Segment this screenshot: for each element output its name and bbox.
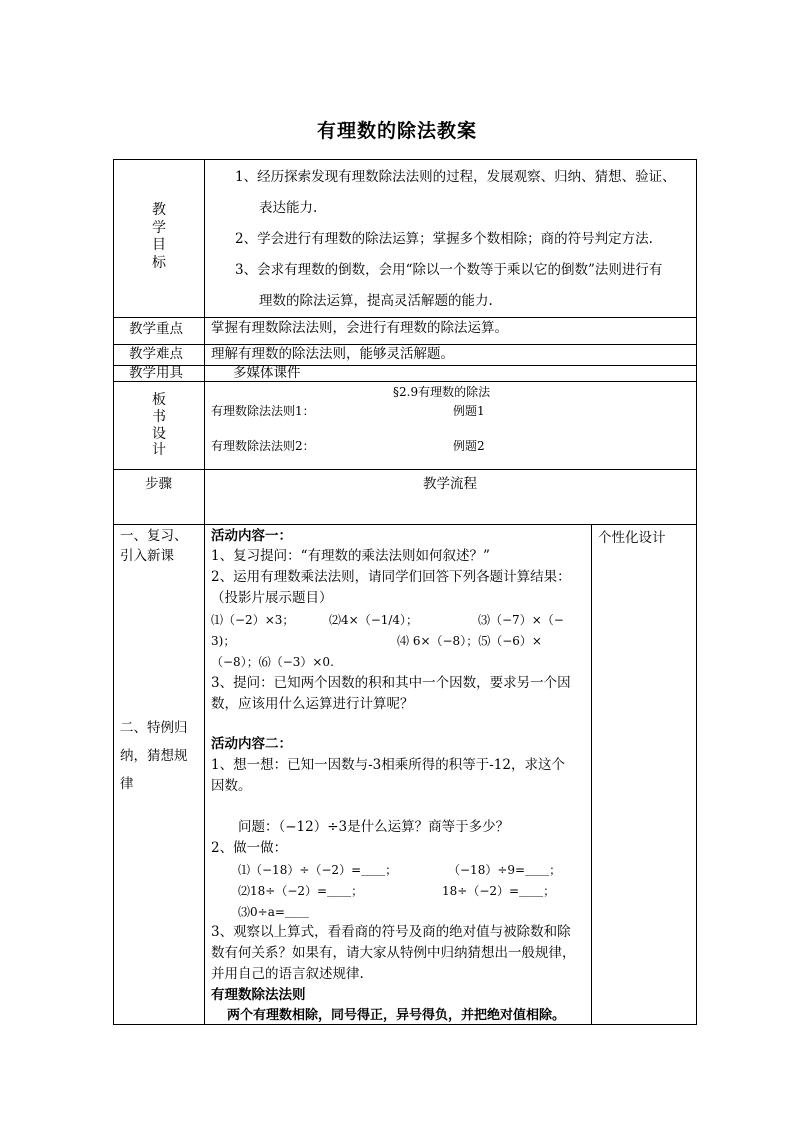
key-point-label: 教学重点 — [129, 321, 183, 337]
row-divider — [114, 469, 696, 470]
difficulty-text: 理解有理数的除法法则，能够灵活解题。 — [211, 346, 454, 362]
row-divider — [114, 365, 696, 366]
board-example-2: 例题2 — [453, 439, 485, 453]
board-rule-1: 有理数除法法则1： — [211, 404, 315, 418]
activity-1-exercise: ⑵4×（−1/4）； — [329, 613, 419, 627]
flow-label: 教学流程 — [423, 476, 477, 492]
tools-label: 教学用具 — [129, 365, 183, 381]
row-divider — [114, 381, 696, 382]
activity-1-exercise: （−8）；⑹（−3）×0. — [211, 655, 334, 669]
step-1-line-2: 引入新课 — [120, 548, 174, 564]
division-rule-text: 两个有理数相除，同号得正，异号得负，并把绝对值相除。 — [227, 1008, 566, 1023]
steps-label: 步骤 — [145, 476, 172, 492]
difficulty-label: 教学难点 — [129, 346, 183, 362]
activity-2-exercise: ⑴（−18）÷（−2）=＿＿； — [238, 863, 398, 877]
step-2-line-2: 纳，猜想规 — [120, 748, 188, 764]
lesson-plan-table — [113, 159, 697, 1025]
activity-2-exercise: 18÷（−2）=＿＿； — [442, 884, 556, 898]
activity-2-exercise: （−18）÷9=＿＿； — [448, 863, 562, 877]
activity-2-line: 3、观察以上算式，看看商的符号及商的绝对值与被除数和除 — [211, 924, 571, 940]
column-divider — [591, 524, 592, 1024]
board-example-1: 例题1 — [453, 404, 485, 418]
activity-1-line: 3、提问：已知两个因数的积和其中一个因数，要求另一个因 — [211, 675, 571, 691]
goal-2: 2、学会进行有理数的除法运算；掌握多个数相除；商的符号判定方法. — [235, 231, 653, 247]
activity-1-line: 数，应该用什么运算进行计算呢？ — [211, 696, 414, 712]
activity-1-line: 1、复习提问：“有理数的乘法法则如何叙述？” — [211, 548, 490, 564]
activity-1-exercise: ⑶（−7）×（− — [478, 613, 564, 627]
tools-text: 多媒体课件 — [233, 365, 301, 381]
activity-2-line: 1、想一想：已知一因数与-3相乘所得的积等于-12，求这个 — [211, 757, 565, 773]
board-heading: §2.9有理数的除法 — [393, 385, 491, 399]
page-title: 有理数的除法教案 — [316, 120, 477, 142]
activity-1-line: 2、运用有理数乘法法则，请同学们回答下列各题计算结果： — [211, 569, 571, 585]
division-rule-title: 有理数除法法则 — [211, 987, 306, 1003]
step-2-line-3: 律 — [120, 776, 134, 792]
step-2-line-1: 二、特例归 — [120, 720, 188, 736]
column-divider — [204, 160, 205, 1024]
row-divider — [114, 344, 696, 345]
goals-label: 教 学 目 标 — [152, 202, 166, 271]
activity-1-exercise: ⑷ 6×（−8）；⑸（−6）× — [397, 634, 542, 648]
activity-1-exercise: ⑴（−2）×3； — [211, 613, 295, 627]
activity-2-line: 数有何关系？如果有，请大家从特例中归纳猜想出一般规律， — [211, 945, 576, 961]
activity-1-exercise: 3)； — [211, 634, 236, 648]
row-divider — [114, 317, 696, 318]
goal-1-line-2: 表达能力. — [259, 200, 318, 216]
board-label: 板 书 设 计 — [152, 392, 166, 459]
row-divider — [114, 524, 696, 525]
activity-2-line: 因数。 — [211, 778, 252, 794]
activity-1-line: （投影片展示题目） — [211, 590, 333, 606]
activity-2-heading: 活动内容二： — [211, 736, 292, 752]
goal-3-line-1: 3、会求有理数的倒数，会用“除以一个数等于乘以它的倒数”法则进行有 — [235, 262, 663, 278]
goal-1-line-1: 1、经历探索发现有理数除法法则的过程，发展观察、归纳、猜想、验证、 — [235, 169, 676, 185]
activity-2-line: 2、做一做： — [211, 840, 288, 856]
step-1-line-1: 一、复习、 — [120, 528, 188, 544]
goal-3-line-2: 理数的除法运算，提高灵活解题的能力. — [259, 293, 493, 309]
key-point-text: 掌握有理数除法法则，会进行有理数的除法运算。 — [211, 320, 508, 336]
board-rule-2: 有理数除法法则2： — [211, 439, 315, 453]
activity-2-line: 并用自己的语言叙述规律. — [211, 966, 364, 982]
activity-2-exercise: ⑶0÷a=＿＿ — [238, 905, 309, 919]
activity-1-heading: 活动内容一： — [211, 528, 292, 544]
activity-2-exercise: ⑵18÷（−2）=＿＿； — [238, 884, 364, 898]
activity-2-question: 问题：（−12）÷3是什么运算？商等于多少？ — [238, 819, 510, 835]
personal-design-label: 个性化设计 — [598, 530, 666, 546]
